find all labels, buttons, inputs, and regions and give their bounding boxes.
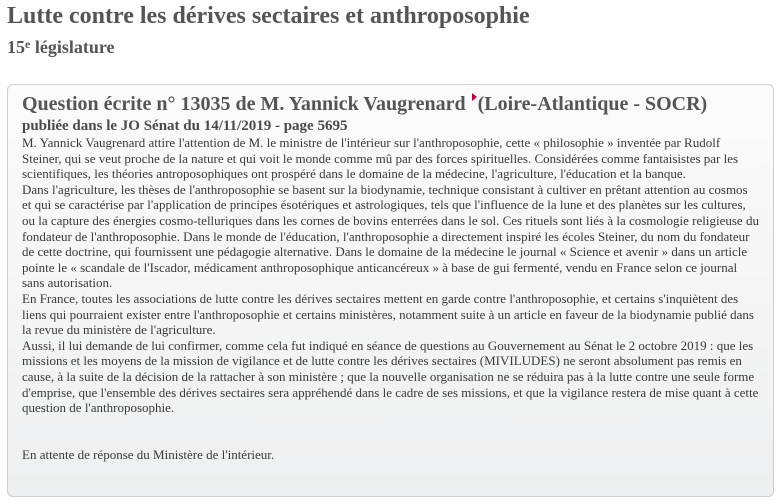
legislature-superscript: e — [25, 37, 31, 51]
question-body — [22, 135, 759, 416]
link-arrow-icon — [472, 93, 477, 101]
publication-info: publiée dans le JO Sénat du 14/11/2019 - page 5695 — [22, 118, 348, 134]
legislature-number: 15 — [7, 37, 25, 57]
senator-group: (Loire-Atlantique - SOCR) — [477, 93, 708, 115]
page-title: Lutte contre les dérives sectaires et anthroposophie — [7, 3, 530, 29]
response-status: En attente de réponse du Ministère de l'intérieur. — [22, 446, 275, 462]
legislature-label: législature — [30, 37, 115, 57]
senator-link[interactable]: M. Yannick Vaugrenard — [260, 93, 466, 115]
legislature-heading — [7, 35, 114, 59]
question-paragraph: M. Yannick Vaugrenard attire l'attention de M. le ministre de l'intérieur sur l'anthroposophie, cette « philosophie » inventée par Rudolf Steiner, qui se veut proche de la nature et qui voit le monde comme mû par des forces spirituelles. Considérées comme fantaisistes par les scientifiques, les théories antroposophiques ont prospéré dans le domaine de la médecine, l'agriculture, l'éducation et la banque. — [22, 135, 739, 182]
question-paragraph: Dans l'agriculture, les thèses de l'anthroposophie se basent sur la biodynamie, technique consistant à cultiver en prêtant attention au cosmos et qui se caractérise par l'application de principes ésotériques et astrologiques, tels que l'influence de la lune et des planètes sur les cultures, ou la capture des énergies cosmo-telluriques dans les cornes de bovins enterrées dans le sol. Ces rituels sont liés à la cosmologie religieuse du fondateur de l'anthroposophie. Dans le monde de l'éducation, l'anthroposophie a directement inspiré les écoles Steiner, du nom du fondateur de cette doctrine, qui fournissent une pédagogie alternative. Dans le domaine de la médecine le journal « Science et avenir » dans un article pointe le « scandale de l'Iscador, médicament anthroposophique anticancéreux » à base de gui fermenté, vendu en France selon ce journal sans autorisation. — [22, 181, 759, 291]
question-paragraph: En France, toutes les associations de lutte contre les dérives sectaires mettent en garde contre l'anthroposophie, et certains s'inquiètent des liens qui pourraient exister entre l'anthroposophie et certains ministères, notamment suite à un article en faveur de la biodynamie publié dans la revue du ministère de l'agriculture. — [22, 290, 754, 338]
question-title — [22, 92, 759, 116]
question-title-prefix: Question écrite n° 13035 de — [22, 93, 261, 115]
question-card — [7, 84, 774, 497]
question-paragraph: Aussi, il lui demande de lui confirmer, comme cela fut indiqué en séance de questions au Gouvernement au Sénat le 2 octobre 2019 : que les missions et les moyens de la mission de vigilance et de lutte contre les dérives sectaires (MIVILUDES) ne seront absolument pas remis en cause, à la suite de la décision de la rattacher à son ministère ; que la nouvelle organisation ne se réduira pas à la lutte contre une seule forme d'emprise, que l'ensemble des dérives sectaires sera appréhendé dans le cadre de ses missions, et que la vigilance restera de mise quant à cette question de l'anthroposophie. — [22, 337, 759, 416]
